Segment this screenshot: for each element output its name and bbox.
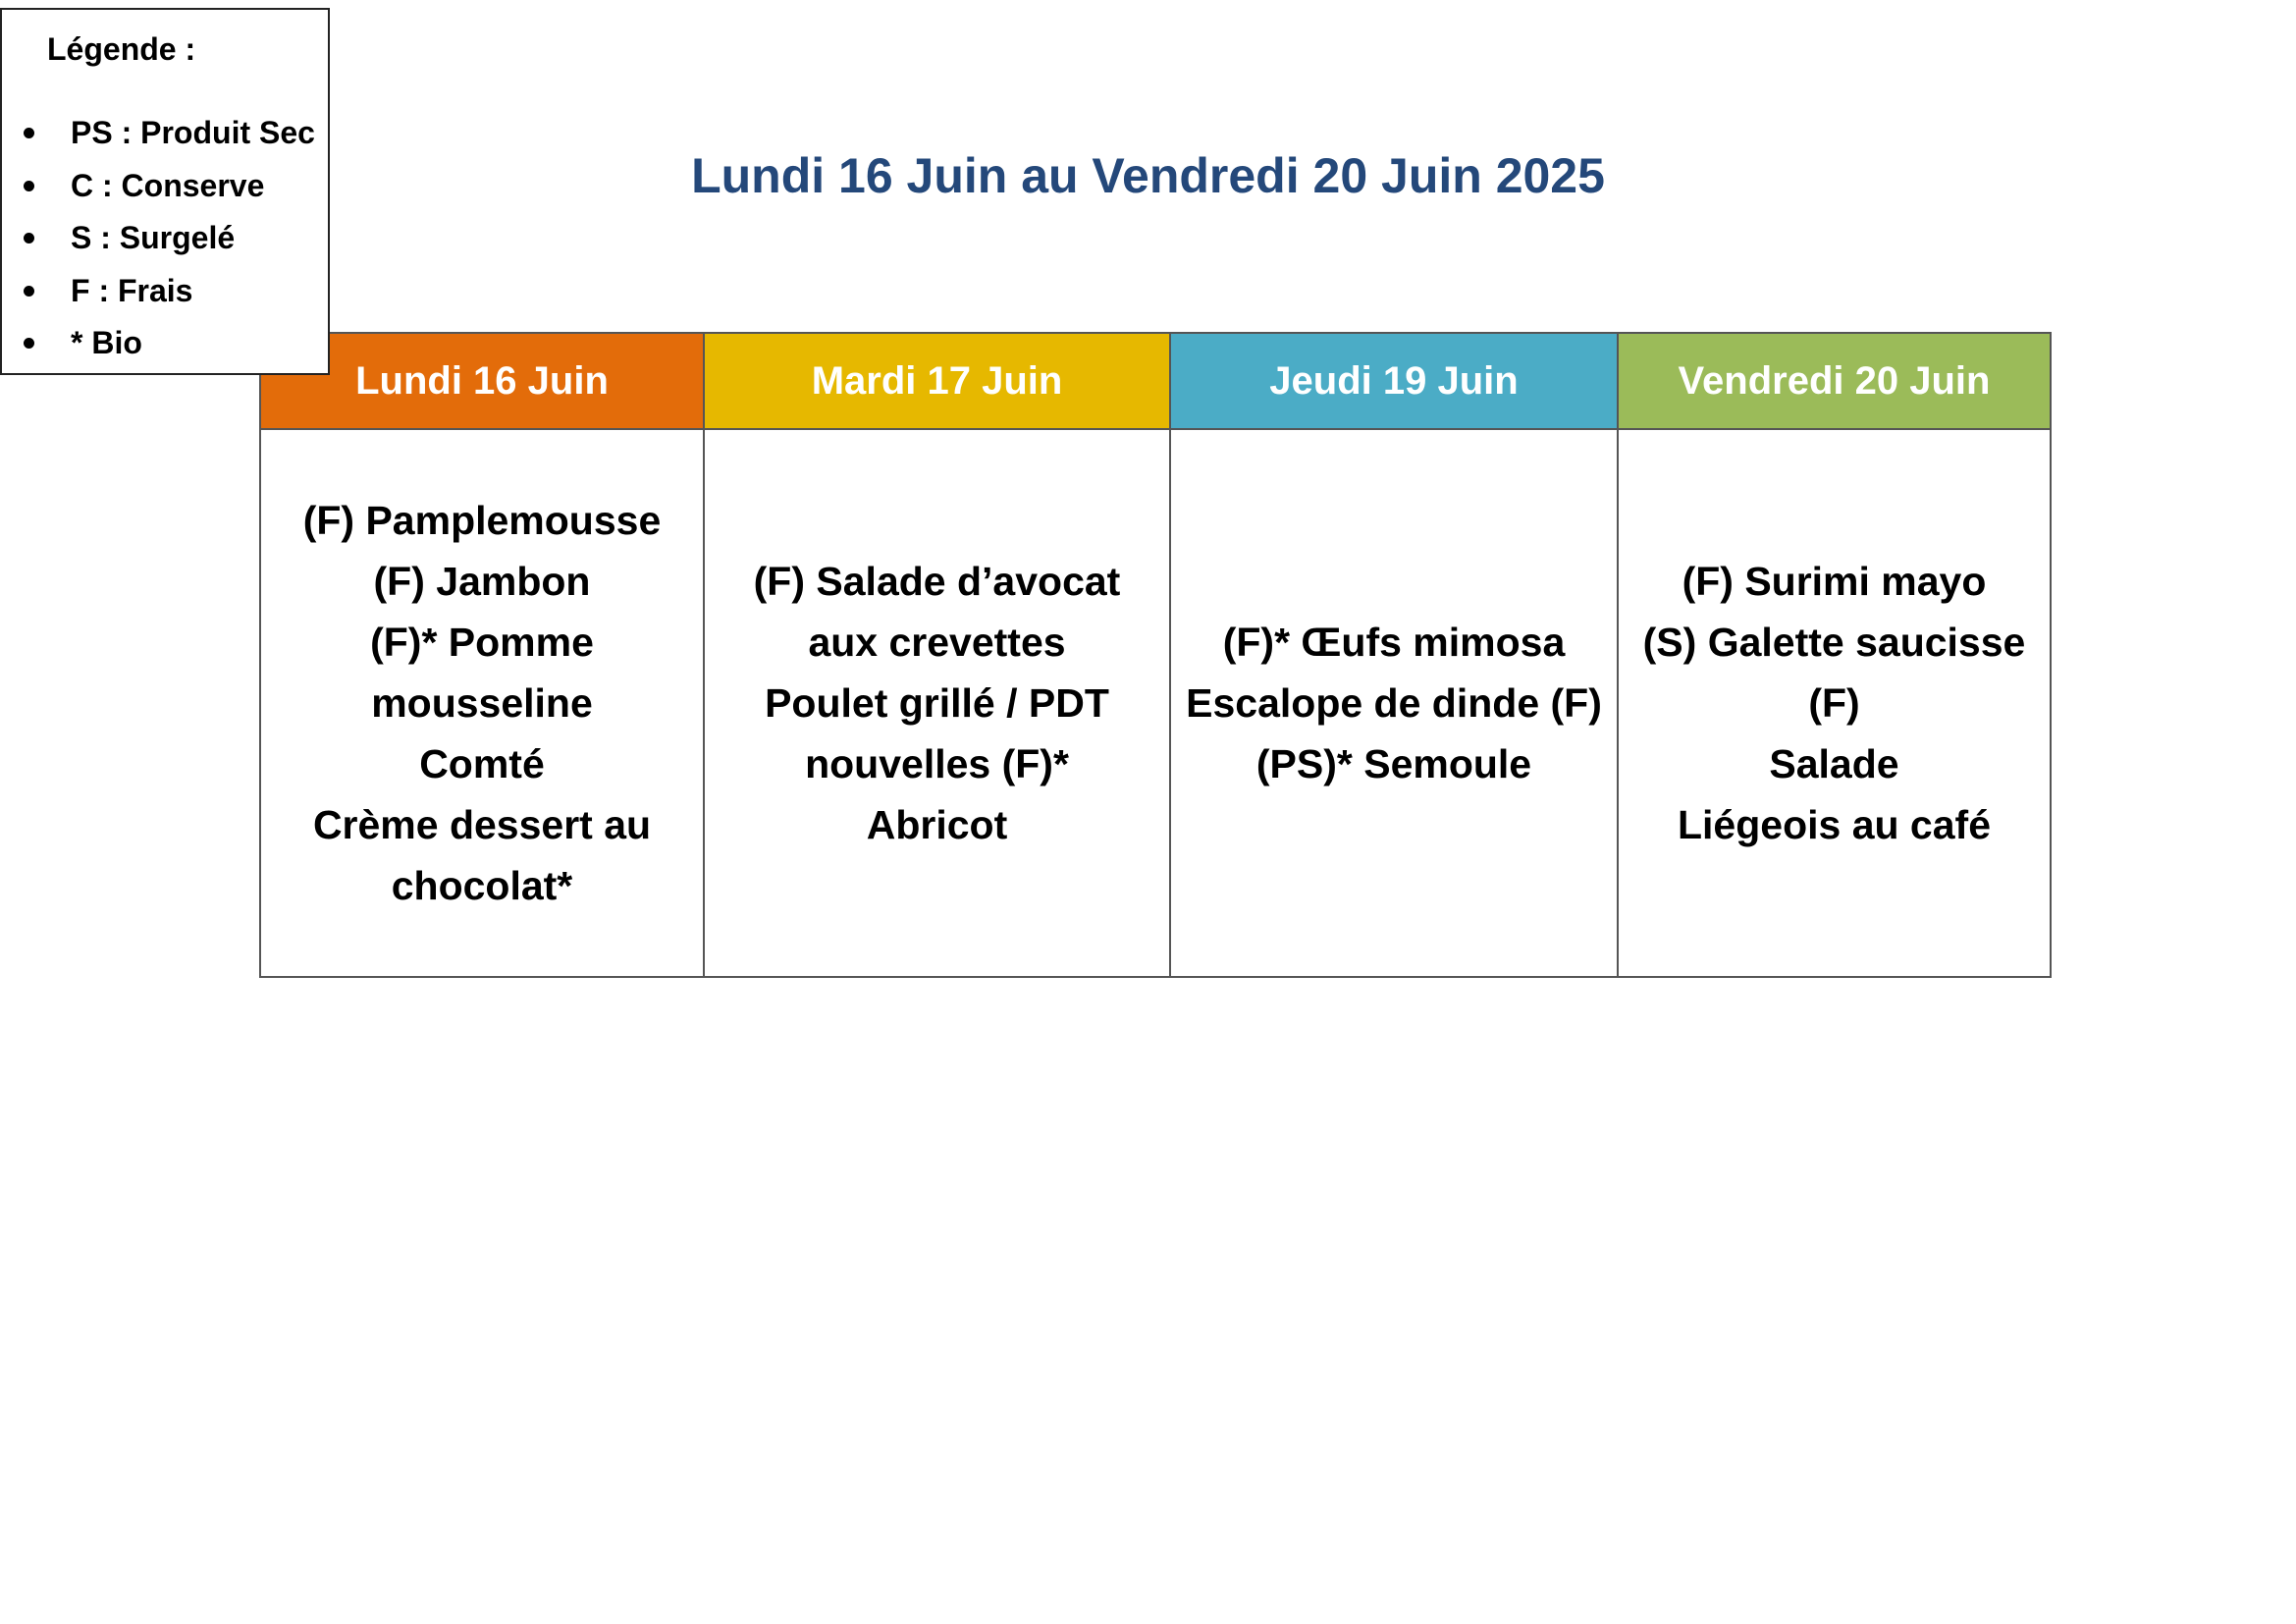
menu-line: (F)* Œufs mimosa	[1222, 620, 1566, 665]
menu-line: (F) Pamplemousse	[302, 498, 662, 543]
menu-line: (F) Surimi mayo	[1682, 559, 1987, 604]
legend-item-label: * Bio	[71, 325, 142, 360]
menu-line: Poulet grillé / PDT	[765, 680, 1109, 726]
menu-cell-tuesday	[704, 429, 1170, 977]
day-header-thursday: Jeudi 19 Juin	[1170, 333, 1618, 429]
menu-line: (F) Salade d’avocat	[753, 559, 1121, 604]
bullet-icon	[24, 181, 34, 191]
legend-box	[0, 8, 330, 375]
legend-item-label: S : Surgelé	[71, 220, 236, 255]
menu-table	[259, 332, 2052, 978]
day-header-monday: Lundi 16 Juin	[260, 333, 704, 429]
legend-title: Légende :	[47, 31, 196, 67]
legend-item-ps	[2, 110, 315, 163]
menu-row	[260, 429, 2051, 977]
menu-line: Escalope de dinde (F)	[1186, 680, 1602, 726]
menu-cell-monday	[260, 429, 704, 977]
menu-line: (F)	[1808, 680, 1860, 726]
legend-item-c	[2, 163, 315, 216]
menu-line: (F)* Pomme	[370, 620, 594, 665]
legend-item-s	[2, 215, 315, 268]
menu-line: chocolat*	[391, 863, 573, 908]
page-title: Lundi 16 Juin au Vendredi 20 Juin 2025	[691, 148, 1605, 203]
legend-list	[2, 110, 315, 373]
menu-cell-friday	[1618, 429, 2051, 977]
day-header-tuesday: Mardi 17 Juin	[704, 333, 1170, 429]
legend-item-f	[2, 268, 315, 321]
menu-line: (F) Jambon	[373, 559, 591, 604]
legend-item-label: PS : Produit Sec	[71, 115, 315, 150]
bullet-icon	[24, 128, 34, 138]
bullet-icon	[24, 286, 34, 297]
legend-item-bio	[2, 320, 315, 373]
menu-line: (S) Galette saucisse	[1642, 620, 2026, 665]
bullet-icon	[24, 338, 34, 349]
menu-line: Liégeois au café	[1677, 802, 1991, 847]
legend-item-label: F : Frais	[71, 272, 193, 308]
menu-line: aux crevettes	[808, 620, 1066, 665]
menu-line: mousseline	[371, 680, 593, 726]
bullet-icon	[24, 233, 34, 244]
menu-cell-thursday	[1170, 429, 1618, 977]
menu-line: Salade	[1769, 741, 1899, 786]
menu-line: Crème dessert au	[312, 802, 652, 847]
menu-line: (PS)* Semoule	[1255, 741, 1532, 786]
day-header-friday: Vendredi 20 Juin	[1618, 333, 2051, 429]
menu-line: Abricot	[866, 802, 1008, 847]
menu-line: Comté	[419, 741, 545, 786]
menu-header-row	[260, 333, 2051, 429]
menu-line: nouvelles (F)*	[805, 741, 1069, 786]
legend-item-label: C : Conserve	[71, 167, 265, 203]
